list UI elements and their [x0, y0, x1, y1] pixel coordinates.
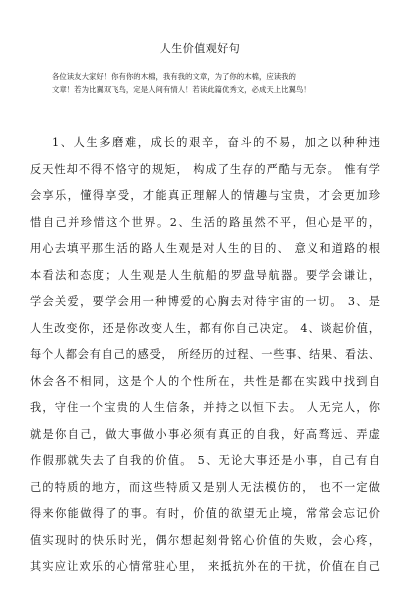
body-line: 己的特质的地方，而这些特质又是别人无法模仿的， 也不一定做: [30, 480, 380, 494]
body-line: 会享乐，懂得享受，才能真正理解人的情趣与宝贵，才会更加珍: [30, 189, 380, 202]
body-line: 反天性却不得不恪守的规矩， 构成了生存的严酷与无奈。 惟有学: [30, 162, 380, 176]
body-line: 学会关爱，要学会用一种博爱的心胸去对待宇宙的一切。 3、是: [30, 295, 380, 308]
document-title: 人生价值观好句: [159, 42, 241, 55]
body-line: 我，守住一个宝贵的人生信条，并持之以恒下去。 人无完人，你: [30, 401, 380, 414]
body-line: 1、人生多磨难，成长的艰辛，奋斗的不易，加之以种种违: [52, 136, 380, 149]
body-line: 本看法和态度；人生观是人生航船的罗盘导航器。要学会谦让，: [30, 268, 380, 282]
body-line: 得来你能做得了的事。有时，价值的欲望无止境，常常会忘记价: [30, 507, 380, 520]
intro-paragraph: [52, 70, 348, 96]
body-line: 值实现时的快乐时光，偶尔想起刻骨铭心价值的失败，会心疼，: [30, 533, 380, 547]
body-line: 作假那就失去了自我的价值。 5、无论大事还是小事，自己有自: [30, 454, 380, 467]
body-line: 用心去填平那生活的路人生观是对人生的目的、 意义和道路的根: [30, 242, 380, 255]
body-paragraph: [30, 130, 380, 581]
body-line: 人生改变你，还是你改变人生，都有你自己决定。 4、谈起价值，: [30, 321, 380, 335]
body-line: 其实应让欢乐的心情常驻心里， 来抵抗外在的干扰，价值在自己: [30, 560, 380, 573]
intro-line: 文章！若为比翼双飞鸟，定是人间有情人！若读此篇优秀文，必成天上比翼鸟！: [52, 85, 311, 94]
body-line: 休会各不相同，这是个人的个性所在，共性是都在实践中找到自: [30, 374, 380, 388]
body-line: 每个人都会有自己的感受， 所经历的过程、一些事、结果、看法、: [30, 348, 380, 361]
body-line: 惜自己并珍惜这个世界。2、生活的路虽然不平，但心是平的，: [30, 215, 380, 229]
intro-line: 各位读友大家好！你有你的木棉，我有我的文章，为了你的木棉，应读我的: [52, 72, 296, 81]
body-line: 就是你自己，做大事做小事必须有真正的自我，好高骛远、弄虚: [30, 427, 380, 441]
